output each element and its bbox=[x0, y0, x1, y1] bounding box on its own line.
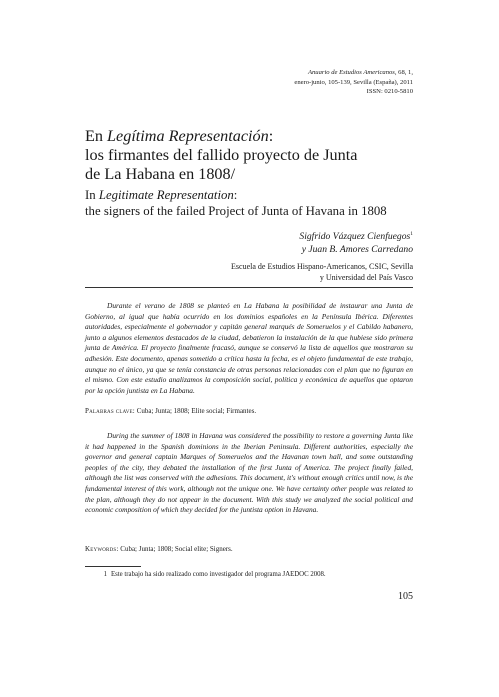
header-dates-pages: enero-junio, 105-139, Sevilla (España), 2011 bbox=[294, 78, 413, 86]
keywords-english bbox=[85, 545, 413, 555]
header-line-1 bbox=[153, 68, 413, 78]
title-en-italic: Legitimate Representation bbox=[98, 188, 234, 202]
keywords-spanish bbox=[85, 407, 413, 417]
title-es-line3: de La Habana en 1808 bbox=[85, 165, 231, 183]
keywords-es-label: Palabras clave: bbox=[85, 407, 135, 415]
header-issn: ISSN: 0210-5810 bbox=[366, 88, 413, 96]
title-es-prefix: En bbox=[85, 127, 108, 145]
journal-header bbox=[153, 68, 413, 97]
abstract-english: During the summer of 1808 in Havana was considered the possibility to restore a governing Junta like it had happened in the Spanish dominions in the Iberian Peninsula. Different authorities, especially the governor and general captain Marques of Someruelos and the Havanan town hall, and some outstanding peoples of the city, they debated the installation of the first Junta of America. The project finally failed, although the list was conserved with the adhesions. This document, it's without enough critics until now, is the fundamental interest of this work, although not the unique one. We have certainty other people was related to the plan, although they do not appear in the document. With this study we analyzed the social political and economic composition of which they decided for the juntista option in Havana. bbox=[85, 431, 413, 515]
title-en-prefix: In bbox=[85, 188, 99, 202]
author-2: y Juan B. Amores Carredano bbox=[301, 243, 413, 255]
author-1 bbox=[173, 228, 413, 244]
affiliation-line-1: Escuela de Estudios Hispano-Americanos, CSIC, Sevilla bbox=[231, 262, 413, 271]
separator-rule bbox=[85, 287, 413, 288]
title-es-suffix: : bbox=[268, 127, 274, 145]
authors bbox=[173, 228, 413, 256]
footnote-text: Este trabajo ha sido realizado como investigador del programa JAEDOC 2008. bbox=[111, 571, 326, 578]
title-spanish bbox=[85, 127, 415, 184]
keywords-es-value: Cuba; Junta; 1808; Elite social; Firmantes. bbox=[136, 407, 257, 415]
keywords-en-value: Cuba; Junta; 1808; Social elite; Signers. bbox=[120, 545, 233, 553]
author-footnote-mark[interactable]: 1 bbox=[410, 231, 413, 237]
title-es-line2: los firmantes del fallido proyecto de Junta bbox=[85, 146, 358, 164]
author-1-name: Sigfrido Vázquez Cienfuegos bbox=[299, 231, 411, 242]
title-en-line2: the signers of the failed Project of Junta of Havana in 1808 bbox=[85, 203, 387, 218]
title-es-italic: Legítima Representación bbox=[107, 127, 269, 145]
keywords-en-label: Keywords: bbox=[85, 545, 119, 553]
abstract-spanish: Durante el verano de 1808 se planteó en La Habana la posibilidad de instaurar una Junta de Gobierno, al igual que había ocurrido en los dominios españoles en la Península Ibérica. Diferentes autoridades, especialmente el gobernador y capitán general marqués de Someruelos y el Cabildo habanero, junto a algunos elementos destacados de la ciudad, debatieron la instalación de la que hubiese sido primera junta de América. El proyecto finalmente fracasó, aunque se conservó la lista de aquellos que mostraron su adhesión. Este documento, apenas sometido a crítica hasta la fecha, es el objeto fundamental de este trabajo, aunque no el único, ya que se tenía constancia de otras personas relacionadas con el plan que no figuran en el mismo. Con este estudio analizamos la composición social, política y económica de aquellos que optaron por la opción juntista en La Habana. bbox=[85, 301, 413, 395]
title-es-slash: / bbox=[230, 165, 236, 183]
title-english bbox=[85, 188, 415, 219]
journal-volume: , 68, 1, bbox=[394, 69, 413, 76]
title-en-suffix: : bbox=[233, 188, 238, 202]
page-number: 105 bbox=[398, 591, 413, 602]
footnote bbox=[85, 570, 415, 579]
title-block bbox=[85, 127, 415, 219]
journal-name: Anuario de Estudios Americanos bbox=[307, 69, 395, 76]
affiliation bbox=[153, 262, 413, 283]
affiliation-line-2: y Universidad del País Vasco bbox=[319, 272, 413, 282]
footnote-number: 1 bbox=[103, 571, 107, 578]
footnote-rule bbox=[85, 566, 141, 567]
